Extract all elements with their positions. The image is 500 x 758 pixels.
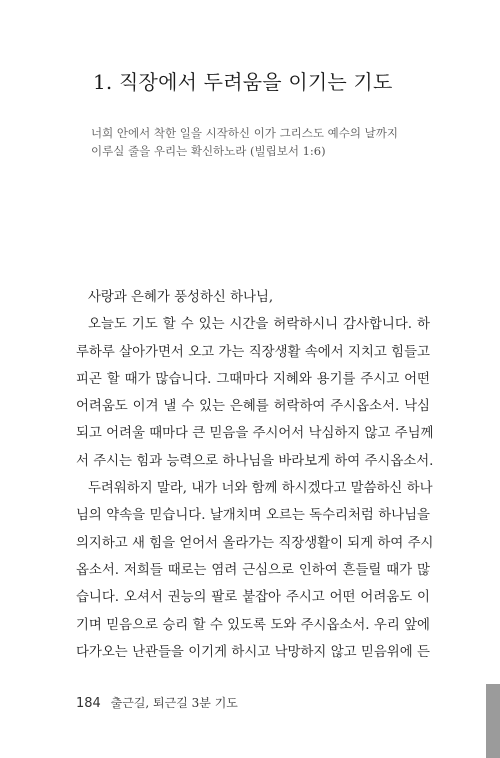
body-line: 의지하고 새 힘을 얻어서 올라가는 직장생활이 되게 하여 주시 <box>76 535 434 551</box>
page-footer <box>76 694 238 711</box>
side-thumb-tab <box>486 684 500 758</box>
body-line: 사랑과 은혜가 풍성하신 하나님, <box>88 290 274 305</box>
body-line: 서 주시는 힘과 능력으로 하나님을 바라보게 하여 주시옵소서. <box>76 453 434 469</box>
scripture-verse <box>91 124 431 160</box>
body-line: 되고 어려울 때마다 큰 믿음을 주시어서 낙심하지 않고 주님께 <box>76 426 434 442</box>
body-line: 기며 믿음으로 승리 할 수 있도록 도와 주시옵소서. 우리 앞에 <box>76 617 430 633</box>
running-book-title: 출근길, 퇴근길 3분 기도 <box>110 696 238 710</box>
body-line: 습니다. 오셔서 권능의 팔로 붙잡아 주시고 어떤 어려움도 이 <box>76 590 430 606</box>
body-line: 옵소서. 저희들 때로는 염려 근심으로 인하여 흔들릴 때가 많 <box>76 562 430 578</box>
body-line: 오늘도 기도 할 수 있는 시간을 허락하시니 감사합니다. 하 <box>88 317 430 333</box>
prayer-body <box>76 284 434 666</box>
body-line: 피곤 할 때가 많습니다. 그때마다 지혜와 용기를 주시고 어떤 <box>76 371 430 387</box>
body-line: 루하루 살아가면서 오고 가는 직장생활 속에서 지치고 힘들고 <box>76 344 430 360</box>
body-line: 다가오는 난관들을 이기게 하시고 낙망하지 않고 믿음위에 든 <box>76 644 430 660</box>
body-line: 두려워하지 말라, 내가 너와 함께 하시겠다고 말씀하신 하나 <box>88 481 433 497</box>
verse-line-2: 이루실 줄을 우리는 확신하노라 (빌립보서 1:6) <box>91 144 326 158</box>
verse-line-1: 너희 안에서 착한 일을 시작하신 이가 그리스도 예수의 날까지 <box>91 126 398 140</box>
body-line: 님의 약속을 믿습니다. 날개치며 오르는 독수리처럼 하나님을 <box>76 508 430 524</box>
chapter-title: 1. 직장에서 두려움을 이기는 기도 <box>93 70 393 94</box>
page-number: 184 <box>76 696 101 711</box>
body-line: 어려움도 이겨 낼 수 있는 은혜를 허락하여 주시옵소서. 낙심 <box>76 399 430 415</box>
